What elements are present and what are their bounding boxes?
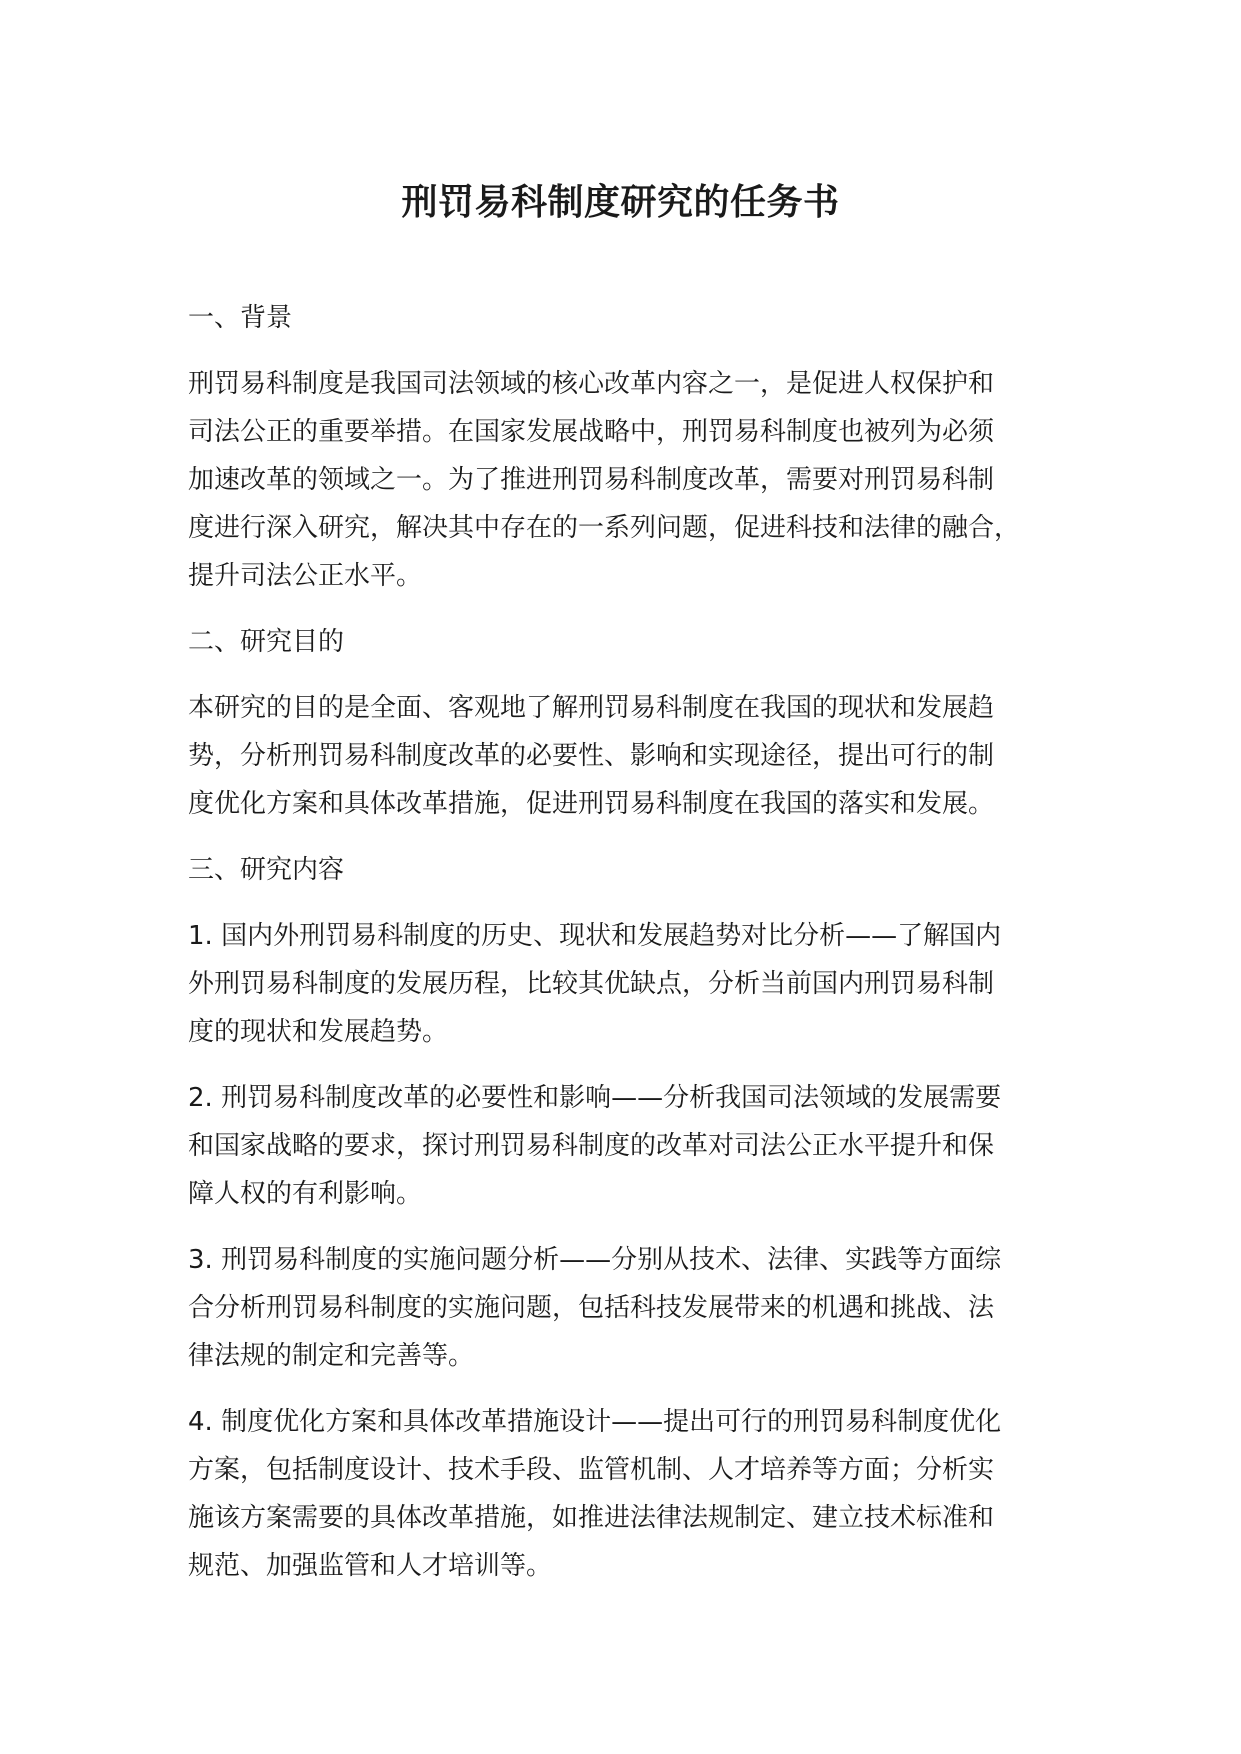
text-line: 规范、加强监管和人才培训等。: [188, 1551, 553, 1581]
text-line: 刑罚易科制度是我国司法领域的核心改革内容之一，是促进人权保护和: [188, 369, 995, 399]
paragraph-purpose: [188, 684, 1088, 828]
text-line: 1. 国内外刑罚易科制度的历史、现状和发展趋势对比分析——了解国内: [188, 921, 1002, 951]
section-heading-purpose: 二、研究目的: [188, 627, 345, 657]
text-line: 2. 刑罚易科制度改革的必要性和影响——分析我国司法领域的发展需要: [188, 1083, 1002, 1113]
text-line: 提升司法公正水平。: [188, 561, 423, 591]
text-line: 势，分析刑罚易科制度改革的必要性、影响和实现途径，提出可行的制: [188, 741, 995, 771]
text-line: 3. 刑罚易科制度的实施问题分析——分别从技术、法律、实践等方面综: [188, 1245, 1002, 1275]
text-line: 度优化方案和具体改革措施，促进刑罚易科制度在我国的落实和发展。: [188, 789, 995, 819]
text-line: 施该方案需要的具体改革措施，如推进法律法规制定、建立技术标准和: [188, 1503, 995, 1533]
text-line: 度的现状和发展趋势。: [188, 1017, 449, 1047]
text-line: 方案，包括制度设计、技术手段、监管机制、人才培养等方面；分析实: [188, 1455, 995, 1485]
paragraph-content-item-2: [188, 1074, 1088, 1218]
text-line: 外刑罚易科制度的发展历程，比较其优缺点，分析当前国内刑罚易科制: [188, 969, 995, 999]
paragraph-content-item-1: [188, 912, 1088, 1056]
document-title: 刑罚易科制度研究的任务书: [401, 182, 840, 223]
text-line: 度进行深入研究，解决其中存在的一系列问题，促进科技和法律的融合，: [188, 513, 1021, 543]
text-line: 障人权的有利影响。: [188, 1179, 423, 1209]
text-line: 4. 制度优化方案和具体改革措施设计——提出可行的刑罚易科制度优化: [188, 1407, 1002, 1437]
text-line: 加速改革的领域之一。为了推进刑罚易科制度改革，需要对刑罚易科制: [188, 465, 995, 495]
section-heading-content: 三、研究内容: [188, 855, 345, 885]
section-heading-background: 一、背景: [188, 303, 293, 333]
document-body: [188, 294, 1088, 1608]
paragraph-background: [188, 360, 1088, 600]
text-line: 司法公正的重要举措。在国家发展战略中，刑罚易科制度也被列为必须: [188, 417, 995, 447]
text-line: 合分析刑罚易科制度的实施问题，包括科技发展带来的机遇和挑战、法: [188, 1293, 995, 1323]
text-line: 和国家战略的要求，探讨刑罚易科制度的改革对司法公正水平提升和保: [188, 1131, 995, 1161]
text-line: 本研究的目的是全面、客观地了解刑罚易科制度在我国的现状和发展趋: [188, 693, 995, 723]
paragraph-content-item-3: [188, 1236, 1088, 1380]
paragraph-content-item-4: [188, 1398, 1088, 1590]
text-line: 律法规的制定和完善等。: [188, 1341, 475, 1371]
